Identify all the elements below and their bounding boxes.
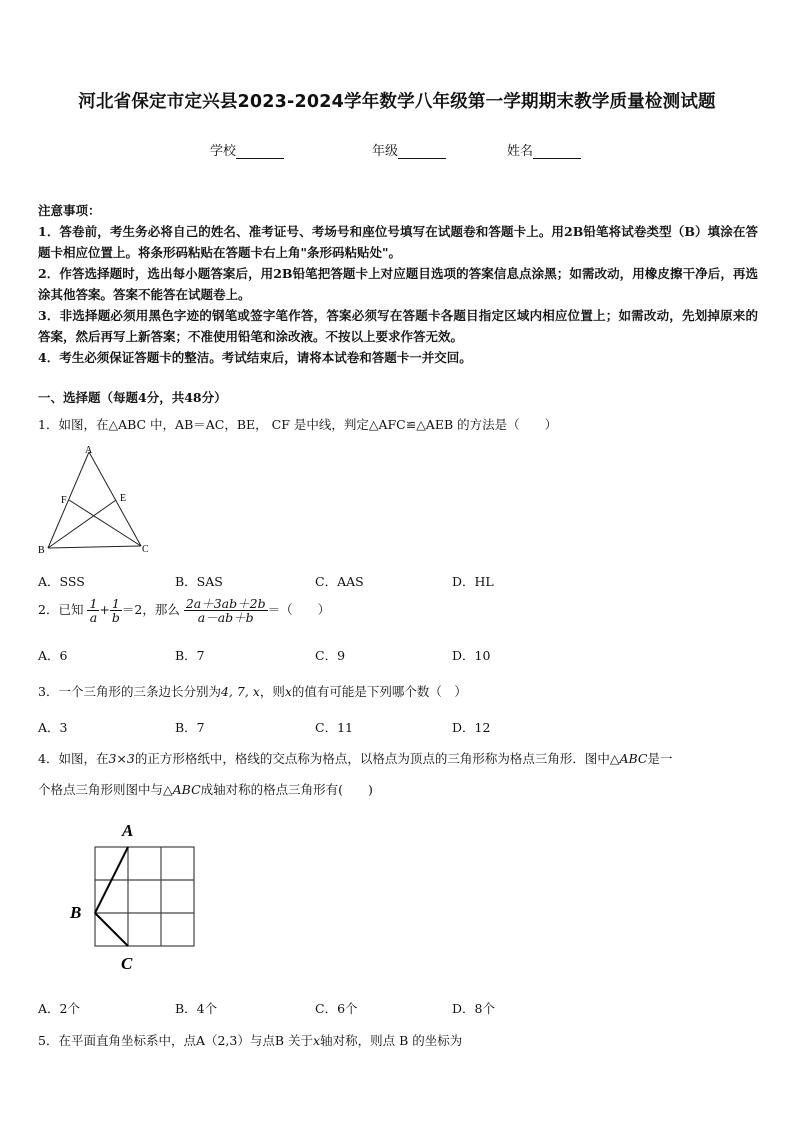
q2-fraction-1 [87, 597, 99, 624]
school-field [210, 140, 284, 159]
q4-stem-line-1 [38, 749, 758, 767]
q1-label-e: E [120, 493, 127, 504]
name-blank [533, 144, 581, 159]
notice-block [38, 200, 758, 368]
q2-prefix: 2．已知 [38, 602, 84, 617]
q1-option-a: A．SSS [38, 574, 85, 589]
notice-heading: 注意事项： [38, 203, 101, 218]
q3-stem [38, 682, 467, 700]
q1-option-d: D．HL [452, 574, 494, 589]
q2-option-c: C．9 [315, 648, 346, 663]
q2-f3-num: 2a＋3ab＋2b [185, 596, 266, 611]
page-title: 河北省保定市定兴县2023-2024学年数学八年级第一学期期末教学质量检测试题 [78, 92, 716, 112]
q2-f3-den: a－ab＋b [197, 610, 254, 625]
q2-eq: ＝2，那么 [121, 602, 180, 617]
school-label: 学校 [210, 144, 237, 159]
notice-item-1: 1．答卷前，考生务必将自己的姓名、准考证号、考场号和座位号填写在试题卷和答题卡上。用2B铅笔将试卷类型（B）填涂在答题卡相应位置上。将条形码粘贴在答题卡右上角"条形码粘贴处"。 [38, 224, 758, 260]
q1-label-f: F [61, 495, 67, 506]
q4-line2a: 个格点三角形则图中与 [38, 782, 164, 797]
q4-line1a: 4．如图，在 [38, 751, 109, 766]
q2-f2-den: b [111, 610, 120, 625]
q3-option-c: C．11 [315, 720, 353, 735]
notice-item-2: 2．作答选择题时，选出每小题答案后，用2B铅笔把答题卡上对应题目选项的答案信息点涂黑；如需改动，用橡皮擦干净后，再选涂其他答案。答案不能答在试题卷上。 [38, 266, 758, 302]
q2-option-b: B．7 [175, 648, 205, 663]
q4-label-a: A [122, 821, 134, 840]
section-heading: 一、选择题（每题4分，共48分） [38, 390, 227, 405]
q3-option-d: D．12 [452, 720, 491, 735]
name-field [507, 140, 581, 159]
q3-sides: 4, 7, x [220, 684, 260, 699]
notice-item-4: 4．考生必须保证答题卡的整洁。考试结束后，请将本试卷和答题卡一并交回。 [38, 350, 472, 365]
q2-fraction-3 [184, 597, 268, 624]
q3-option-b: B．7 [175, 720, 205, 735]
q3-text-3: 的值有可能是下列哪个数（ ） [291, 684, 467, 699]
q5-text-1: 5．在平面直角坐标系中，点A（2,3）与点B 关于 [38, 1033, 314, 1048]
q3-text-2: ，则 [259, 684, 285, 699]
q2-stem [38, 597, 330, 624]
q2-option-d: D．10 [452, 648, 491, 663]
q4-tri2: △ABC [163, 782, 201, 797]
q1-option-c: C．AAS [315, 574, 364, 589]
name-label: 姓名 [507, 144, 534, 159]
q4-label-b: B [70, 903, 82, 922]
q2-plus: + [99, 602, 110, 617]
q4-option-c: C．6个 [315, 1001, 358, 1016]
q2-f2-num: 1 [110, 597, 122, 611]
q2-fraction-2 [110, 597, 122, 624]
q3-text-1: 3．一个三角形的三条边长分别为 [38, 684, 221, 699]
q4-line1c: 是一 [647, 751, 673, 766]
q5-text-2: 轴对称，则点 B 的坐标为 [320, 1033, 463, 1048]
q1-stem: 1．如图，在△ABC 中，AB＝AC，BE， CF 是中线，判定△AFC≌△AEB 的方法是（ ） [38, 417, 558, 432]
q4-grid: 3×3 [108, 751, 135, 766]
q4-tri1: △ABC [609, 751, 648, 766]
grade-label: 年级 [372, 144, 399, 159]
q1-triangle-figure [34, 444, 164, 562]
grade-field [372, 140, 446, 159]
q4-label-c: C [121, 954, 133, 973]
q1-label-c: C [142, 544, 149, 555]
q4-option-a: A．2个 [38, 1001, 80, 1016]
grade-blank [398, 144, 446, 159]
q2-f1-num: 1 [89, 596, 98, 611]
q4-option-b: B．4个 [175, 1001, 218, 1016]
notice-item-3: 3．非选择题必须用黑色字迹的钢笔或签字笔作答，答案必须写在答题卡各题目指定区域内相应位置上；如需改动，先划掉原来的答案，然后再写上新答案；不准使用铅笔和涂改液。不按以上要求作答无效。 [38, 308, 758, 344]
q4-grid-figure [66, 818, 206, 976]
q4-line1b: 的正方形格纸中，格线的交点称为格点，以格点为顶点的三角形称为格点三角形．图中 [134, 751, 610, 766]
q1-option-b: B．SAS [175, 574, 223, 589]
q1-label-b: B [38, 545, 45, 556]
school-blank [236, 144, 284, 159]
q4-stem-line-2 [38, 780, 373, 798]
q4-line2b: 成轴对称的格点三角形有( ) [200, 782, 373, 797]
q5-stem [38, 1031, 462, 1049]
q2-suffix: ＝（ ） [267, 602, 331, 617]
q3-var: x [284, 684, 292, 699]
q5-var: x [313, 1033, 321, 1048]
q3-option-a: A．3 [38, 720, 68, 735]
q2-option-a: A．6 [38, 648, 68, 663]
q2-f1-den: a [89, 610, 98, 625]
q1-label-a: A [85, 445, 93, 456]
q4-option-d: D．8个 [452, 1001, 495, 1016]
